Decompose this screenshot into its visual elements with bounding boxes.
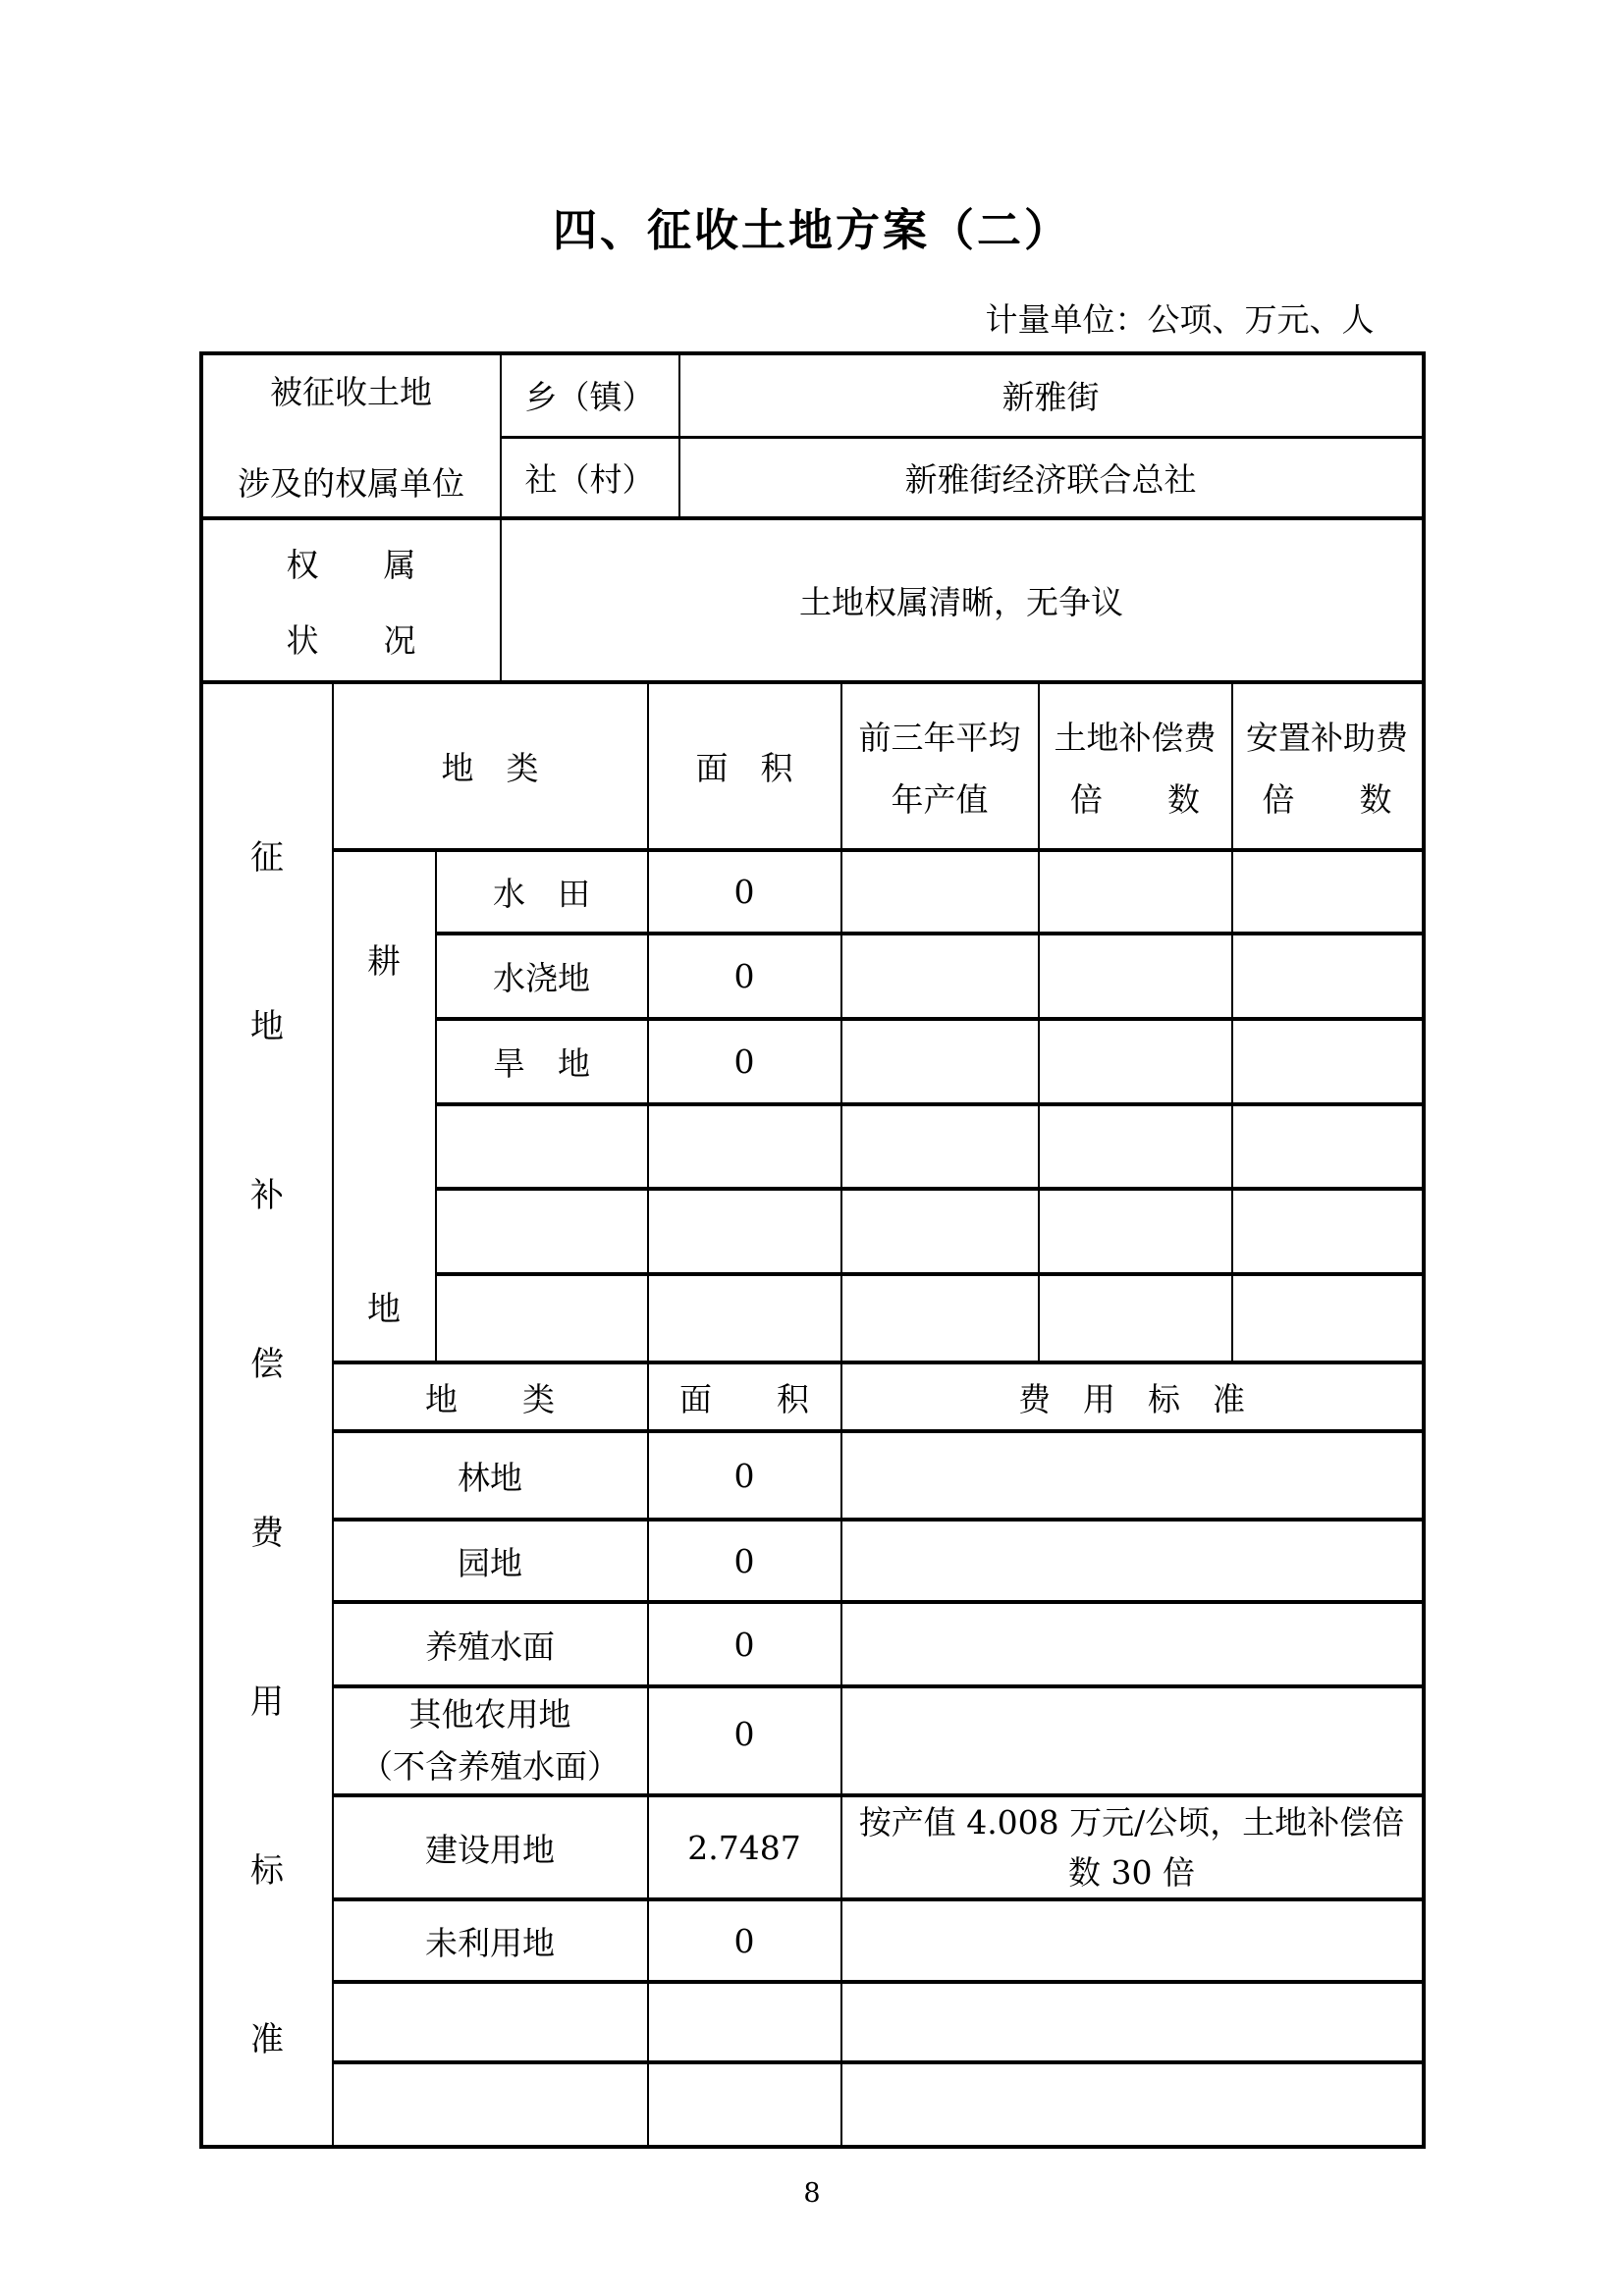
empty-cell — [333, 1982, 648, 2062]
header2-area-cell: 面 积 — [648, 1362, 841, 1431]
table-row — [201, 1795, 1424, 1899]
resettle-multiple-value-cell — [1232, 1019, 1424, 1104]
land-multiple-value-cell — [1039, 934, 1232, 1019]
owner-units-label-line1: 被征收土地 — [270, 373, 432, 411]
empty-cell — [1039, 1274, 1232, 1362]
area-value-cell: 0 — [648, 1520, 841, 1602]
avg-output-value-cell — [841, 850, 1039, 934]
fee-standard-value-cell — [841, 1686, 1424, 1795]
land-type-cell: 建设用地 — [333, 1795, 648, 1899]
area-value-cell: 0 — [648, 934, 841, 1019]
fee-standard-value-cell — [841, 1899, 1424, 1982]
tenure-status-value-cell: 土地权属清晰，无争议 — [501, 518, 1424, 682]
measurement-unit-note: 计量单位：公项、万元、人 — [985, 300, 1375, 339]
township-value-cell: 新雅街 — [679, 353, 1424, 437]
land-multiple-value-cell — [1039, 850, 1232, 934]
empty-cell — [841, 1189, 1039, 1274]
empty-cell — [648, 1982, 841, 2062]
area-value-cell: 0 — [648, 1899, 841, 1982]
land-type-cell: 养殖水面 — [333, 1602, 648, 1686]
land-acquisition-table — [199, 351, 1426, 2149]
cultivated-label-vertical: 耕 地 — [367, 942, 401, 1329]
table-row — [201, 353, 1424, 437]
empty-cell — [648, 1104, 841, 1189]
fee-standard-value-cell — [841, 1602, 1424, 1686]
empty-cell — [648, 1274, 841, 1362]
empty-cell — [648, 2062, 841, 2147]
fee-standard-line1: 按产值 4.008 万元/公顷，土地补偿倍 — [858, 1802, 1405, 1842]
page-number: 8 — [803, 2178, 821, 2210]
empty-cell — [841, 1274, 1039, 1362]
tenure-status-label-line2: 状 况 — [286, 620, 416, 660]
avg-output-value-cell — [841, 934, 1039, 1019]
avg-output-value-cell — [841, 1019, 1039, 1104]
land-type-line1: 其他农用地 — [408, 1695, 571, 1734]
empty-cell — [436, 1104, 648, 1189]
table-row — [201, 1899, 1424, 1982]
tenure-status-label-cell — [201, 518, 501, 682]
page-title: 四、征收土地方案（二） — [552, 204, 1071, 256]
fee-standard-line2: 数 30 倍 — [1068, 1853, 1195, 1893]
table-row — [201, 1686, 1424, 1795]
table-row — [201, 1982, 1424, 2062]
header-area-cell: 面 积 — [648, 682, 841, 850]
land-type-cell: 旱 地 — [436, 1019, 648, 1104]
area-value-cell: 0 — [648, 850, 841, 934]
header2-fee-standard-cell: 费 用 标 准 — [841, 1362, 1424, 1431]
township-label-cell: 乡（镇） — [501, 353, 679, 437]
owner-units-label-line2: 涉及的权属单位 — [238, 464, 464, 503]
empty-cell — [841, 2062, 1424, 2147]
village-value-cell: 新雅街经济联合总社 — [679, 437, 1424, 518]
side-title-cell — [201, 682, 333, 2147]
table-row — [201, 1520, 1424, 1602]
empty-cell — [436, 1274, 648, 1362]
empty-cell — [648, 1189, 841, 1274]
header-land-type-cell: 地 类 — [333, 682, 648, 850]
area-value-cell: 0 — [648, 1431, 841, 1520]
tenure-status-label-line1: 权 属 — [286, 545, 416, 584]
side-title-vertical: 征 地 补 偿 费 用 标 准 — [250, 838, 284, 2060]
header-resettlement-cell: 安置补助费 倍 数 — [1232, 682, 1424, 850]
area-value-cell: 2.7487 — [648, 1795, 841, 1899]
empty-cell — [436, 1189, 648, 1274]
table-row — [201, 850, 1424, 934]
table-row — [201, 1602, 1424, 1686]
land-type-line2: （不含养殖水面） — [360, 1747, 620, 1787]
empty-cell — [333, 2062, 648, 2147]
table-row — [201, 682, 1424, 850]
empty-cell — [1039, 1104, 1232, 1189]
resettle-multiple-value-cell — [1232, 850, 1424, 934]
empty-cell — [1232, 1104, 1424, 1189]
table-row — [201, 2062, 1424, 2147]
owner-units-label-cell — [201, 353, 501, 518]
empty-cell — [1039, 1189, 1232, 1274]
table-row — [201, 518, 1424, 682]
land-type-cell: 水浇地 — [436, 934, 648, 1019]
land-type-cell: 林地 — [333, 1431, 648, 1520]
empty-cell — [1232, 1274, 1424, 1362]
table-row — [201, 1362, 1424, 1431]
land-type-cell: 园地 — [333, 1520, 648, 1602]
cultivated-label-cell — [333, 850, 436, 1362]
empty-cell — [841, 1104, 1039, 1189]
table-row — [201, 1431, 1424, 1520]
area-value-cell: 0 — [648, 1686, 841, 1795]
area-value-cell: 0 — [648, 1019, 841, 1104]
fee-standard-value-cell — [841, 1520, 1424, 1602]
header-land-comp-cell: 土地补偿费 倍 数 — [1039, 682, 1232, 850]
village-label-cell: 社（村） — [501, 437, 679, 518]
land-type-cell: 未利用地 — [333, 1899, 648, 1982]
resettle-multiple-value-cell — [1232, 934, 1424, 1019]
area-value-cell: 0 — [648, 1602, 841, 1686]
land-multiple-value-cell — [1039, 1019, 1232, 1104]
land-type-cell — [333, 1686, 648, 1795]
land-type-cell: 水 田 — [436, 850, 648, 934]
fee-standard-value-cell — [841, 1431, 1424, 1520]
empty-cell — [1232, 1189, 1424, 1274]
empty-cell — [841, 1982, 1424, 2062]
header2-land-type-cell: 地 类 — [333, 1362, 648, 1431]
fee-standard-value-cell — [841, 1795, 1424, 1899]
header-avg-output-cell: 前三年平均 年产值 — [841, 682, 1039, 850]
